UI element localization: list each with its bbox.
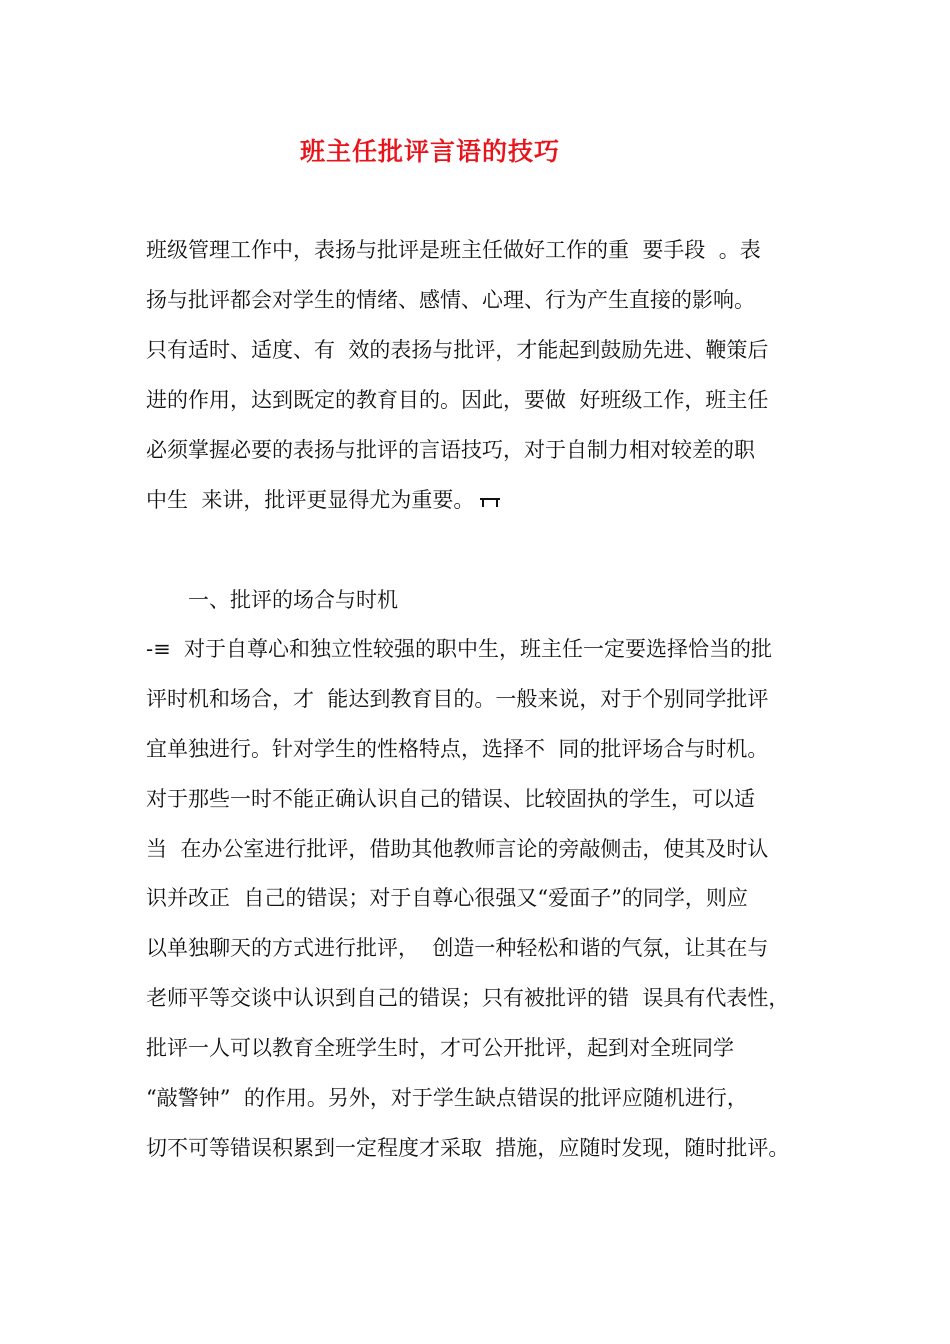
paragraph-mark-icon xyxy=(480,496,500,507)
section-heading: 一、批评的场合与时机 xyxy=(188,588,398,612)
intro-line: 班级管理工作中，表扬与批评是班主任做好工作的重 要手段 。表 xyxy=(146,238,761,262)
section-line: “敲警钟” 的作用。另外，对于学生缺点错误的批评应随机进行， xyxy=(146,1086,748,1110)
section-line: 以单独聊天的方式进行批评， 创造一种轻松和谐的气氛，让其在与 xyxy=(146,936,769,960)
section-line: 识并改正 自己的错误；对于自尊心很强又“爱面子”的同学，则应 xyxy=(146,886,748,910)
section-line: 批评一人可以教育全班学生时，才可公开批评，起到对全班同学 xyxy=(146,1036,734,1060)
intro-line: 必须掌握必要的表扬与批评的言语技巧，对于自制力相对较差的职 xyxy=(146,438,755,462)
section-line: -≡ 对于自尊心和独立性较强的职中生，班主任一定要选择恰当的批 xyxy=(146,637,773,661)
page-title: 班主任批评言语的技巧 xyxy=(299,137,560,166)
section-line: 评时机和场合，才 能达到教育目的。一般来说，对于个别同学批评 xyxy=(146,687,769,711)
section-line: 宜单独进行。针对学生的性格特点，选择不 同的批评场合与时机。 xyxy=(146,737,769,761)
section-line: 切不可等错误积累到一定程度才采取 措施，应随时发现，随时批评。 xyxy=(146,1136,790,1160)
intro-line: 进的作用，达到既定的教育目的。因此，要做 好班级工作，班主任 xyxy=(146,388,769,412)
intro-line-text: 中生 来讲，批评更显得尤为重要。 xyxy=(146,488,475,512)
section-line: 老师平等交谈中认识到自己的错误；只有被批评的错 误具有代表性， xyxy=(146,986,790,1010)
section-line: 对于那些一时不能正确认识自己的错误、比较固执的学生，可以适 xyxy=(146,787,755,811)
intro-line: 扬与批评都会对学生的情绪、感情、心理、行为产生直接的影响。 xyxy=(146,288,755,312)
section-line: 当 在办公室进行批评，借助其他教师言论的旁敲侧击，使其及时认 xyxy=(146,837,769,861)
intro-line: 只有适时、适度、有 效的表扬与批评，才能起到鼓励先进、鞭策后 xyxy=(146,338,769,362)
intro-line-last xyxy=(146,490,500,511)
